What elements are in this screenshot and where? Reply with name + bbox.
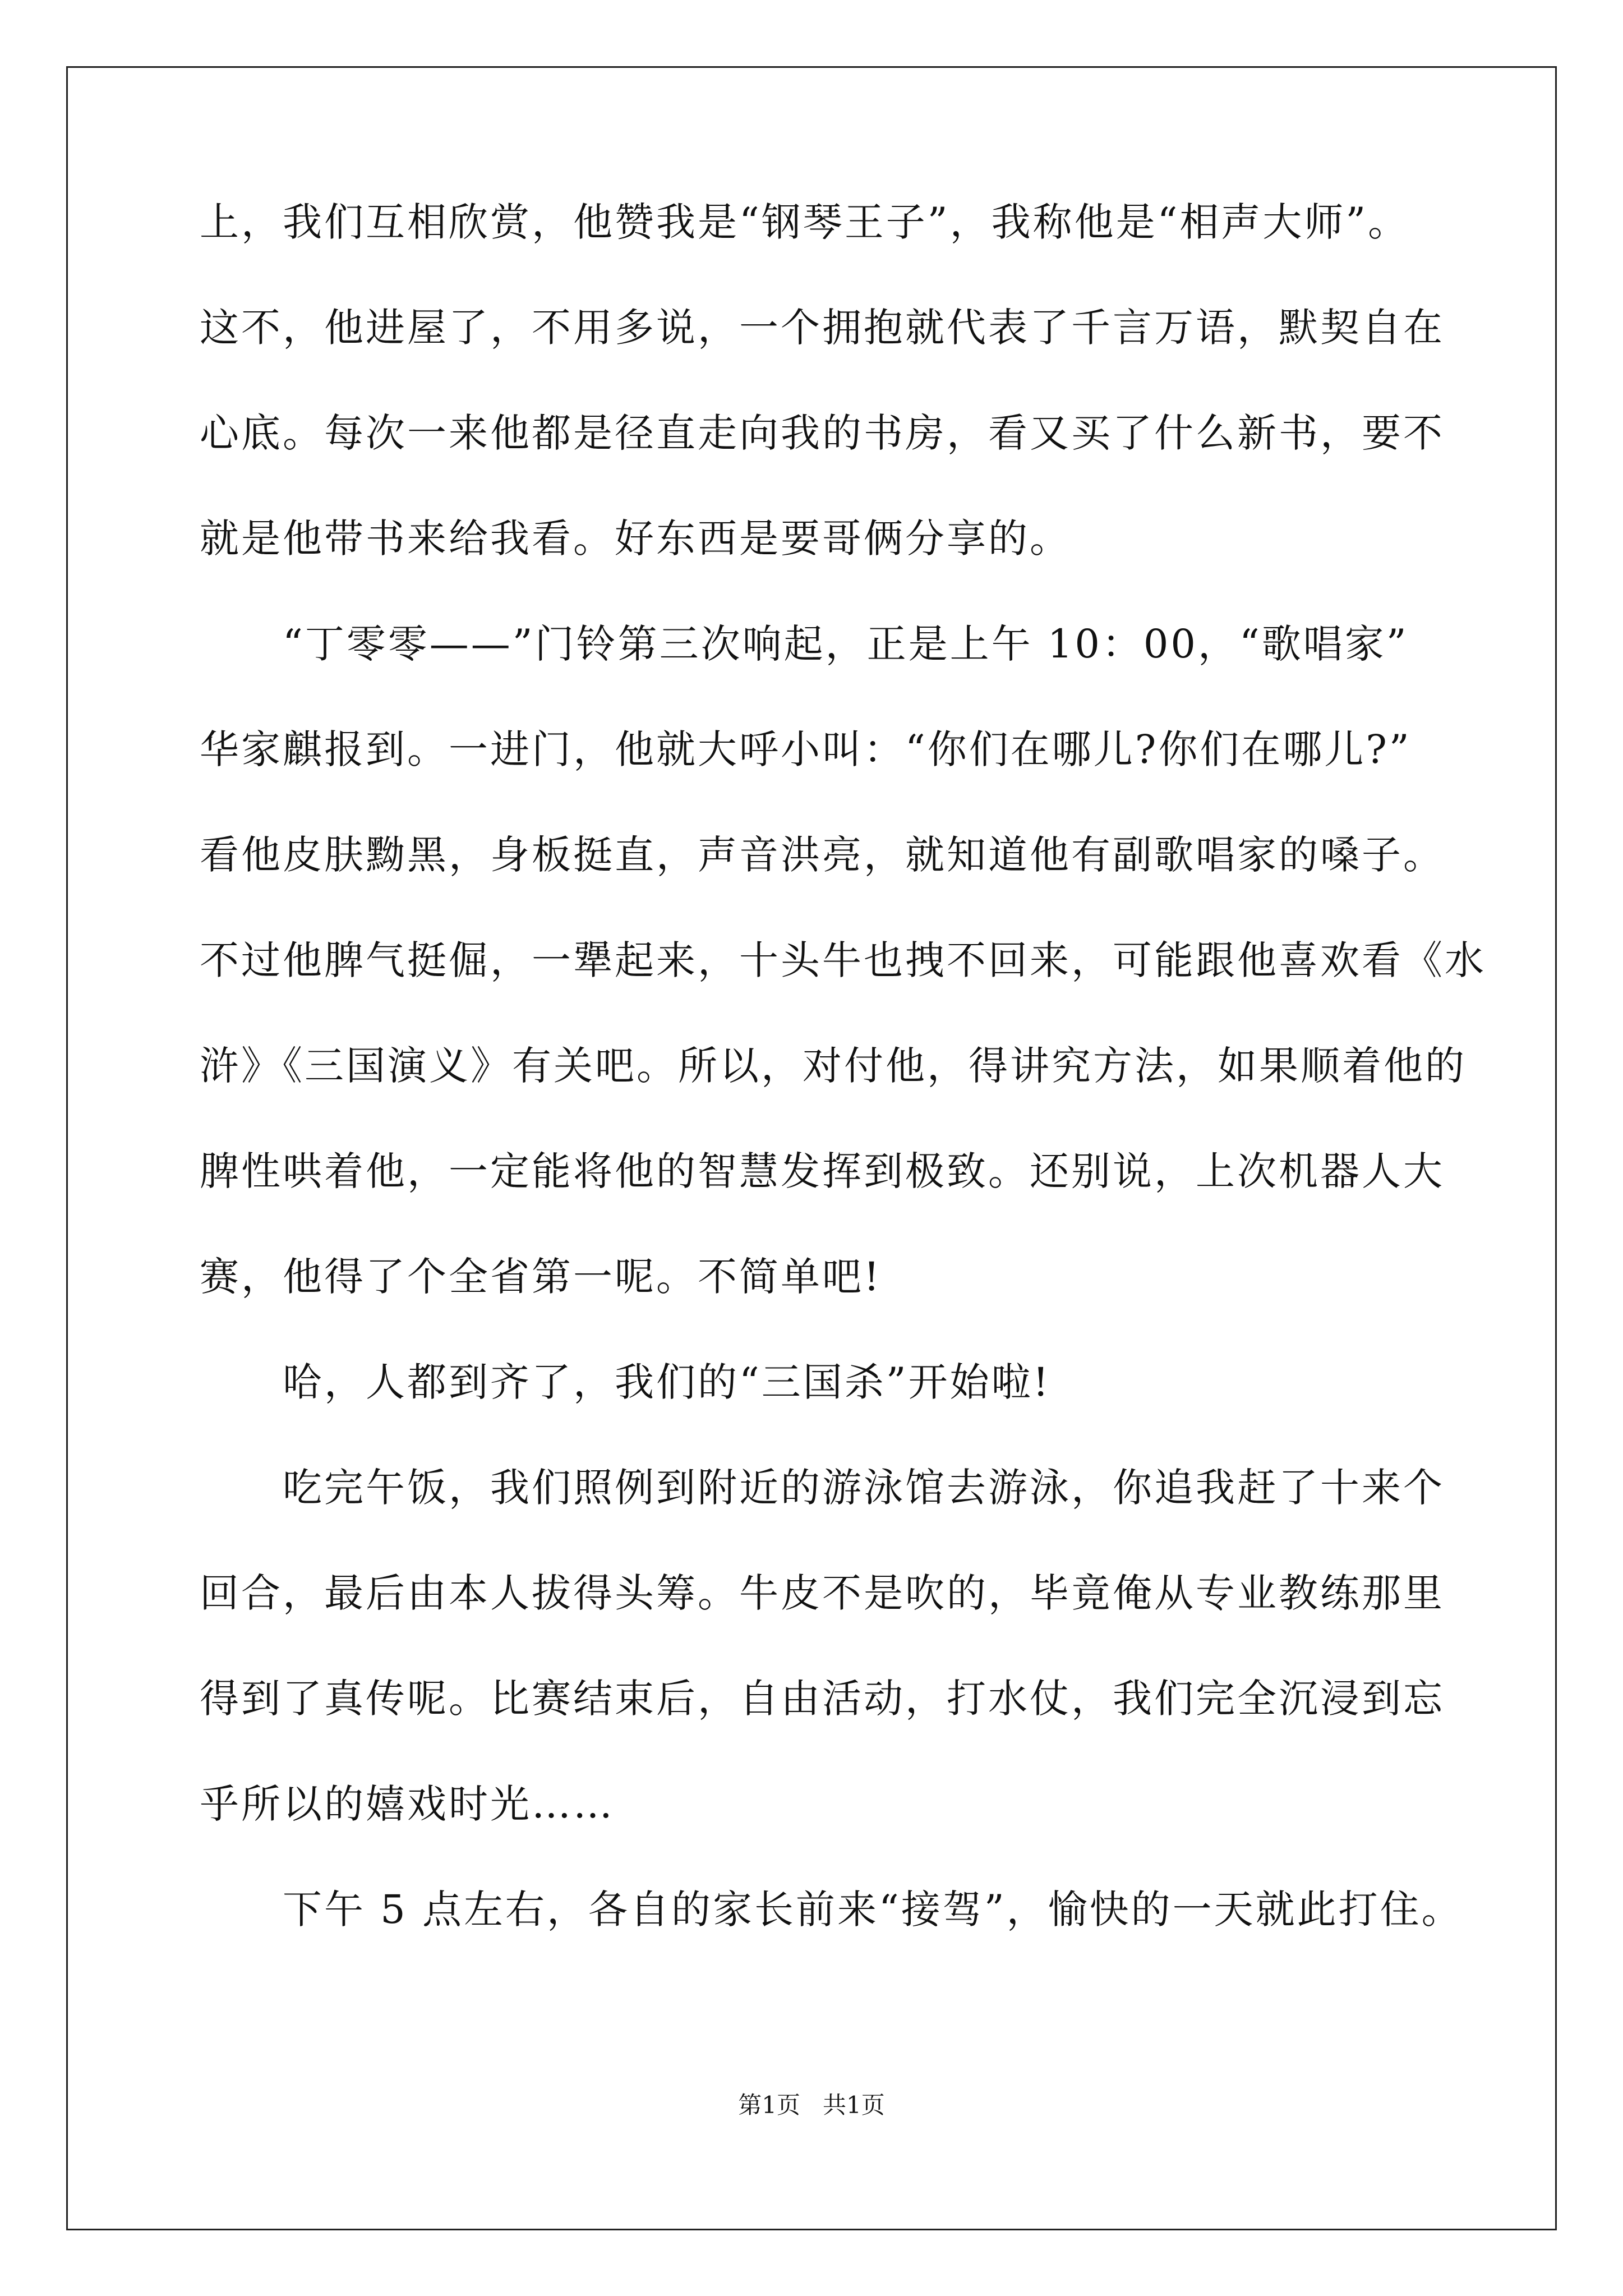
page-number: 第1页: [738, 2091, 800, 2119]
text-line: 心底。每次一来他都是径直走向我的书房，看又买了什么新书，要不: [200, 410, 1445, 456]
text-line: 回合，最后由本人拔得头筹。牛皮不是吹的，毕竟俺从专业教练那里: [200, 1570, 1445, 1616]
text-line: 不过他脾气挺倔，一犟起来，十头牛也拽不回来，可能跟他喜欢看《水: [200, 937, 1486, 983]
text-line: 乎所以的嬉戏时光……: [200, 1781, 615, 1827]
paragraph-start-line: “丁零零——”门铃第三次响起，正是上午 10：00，“歌唱家”: [283, 621, 1409, 667]
page-footer: [0, 2090, 1623, 2121]
text-line: 浒》《三国演义》有关吧。所以，对付他，得讲究方法，如果顺着他的: [200, 1043, 1467, 1089]
text-line: 这不，他进屋了，不用多说，一个拥抱就代表了千言万语，默契自在: [200, 305, 1445, 351]
paragraph-start-line: 下午 5 点左右，各自的家长前来“接驾”，愉快的一天就此打住。: [283, 1887, 1463, 1932]
text-line: 就是他带书来给我看。好东西是要哥俩分享的。: [200, 516, 1071, 562]
paragraph-start-line: 哈，人都到齐了，我们的“三国杀”开始啦!: [283, 1359, 1051, 1405]
text-line: 看他皮肤黝黑，身板挺直，声音洪亮，就知道他有副歌唱家的嗓子。: [200, 832, 1445, 878]
text-line: 得到了真传呢。比赛结束后，自由活动，打水仗，我们完全沉浸到忘: [200, 1676, 1445, 1722]
text-line: 赛，他得了个全省第一呢。不简单吧!: [200, 1254, 882, 1300]
paragraph-start-line: 吃完午饭，我们照例到附近的游泳馆去游泳，你追我赶了十来个: [283, 1465, 1445, 1511]
total-pages: 共1页: [823, 2091, 885, 2119]
text-line: 脾性哄着他，一定能将他的智慧发挥到极致。还别说，上次机器人大: [200, 1148, 1445, 1194]
text-line: 上，我们互相欣赏，他赞我是“钢琴王子”，我称他是“相声大师”。: [200, 199, 1410, 245]
text-line: 华家麒报到。一进门，他就大呼小叫：“你们在哪儿?你们在哪儿?”: [200, 726, 1412, 772]
